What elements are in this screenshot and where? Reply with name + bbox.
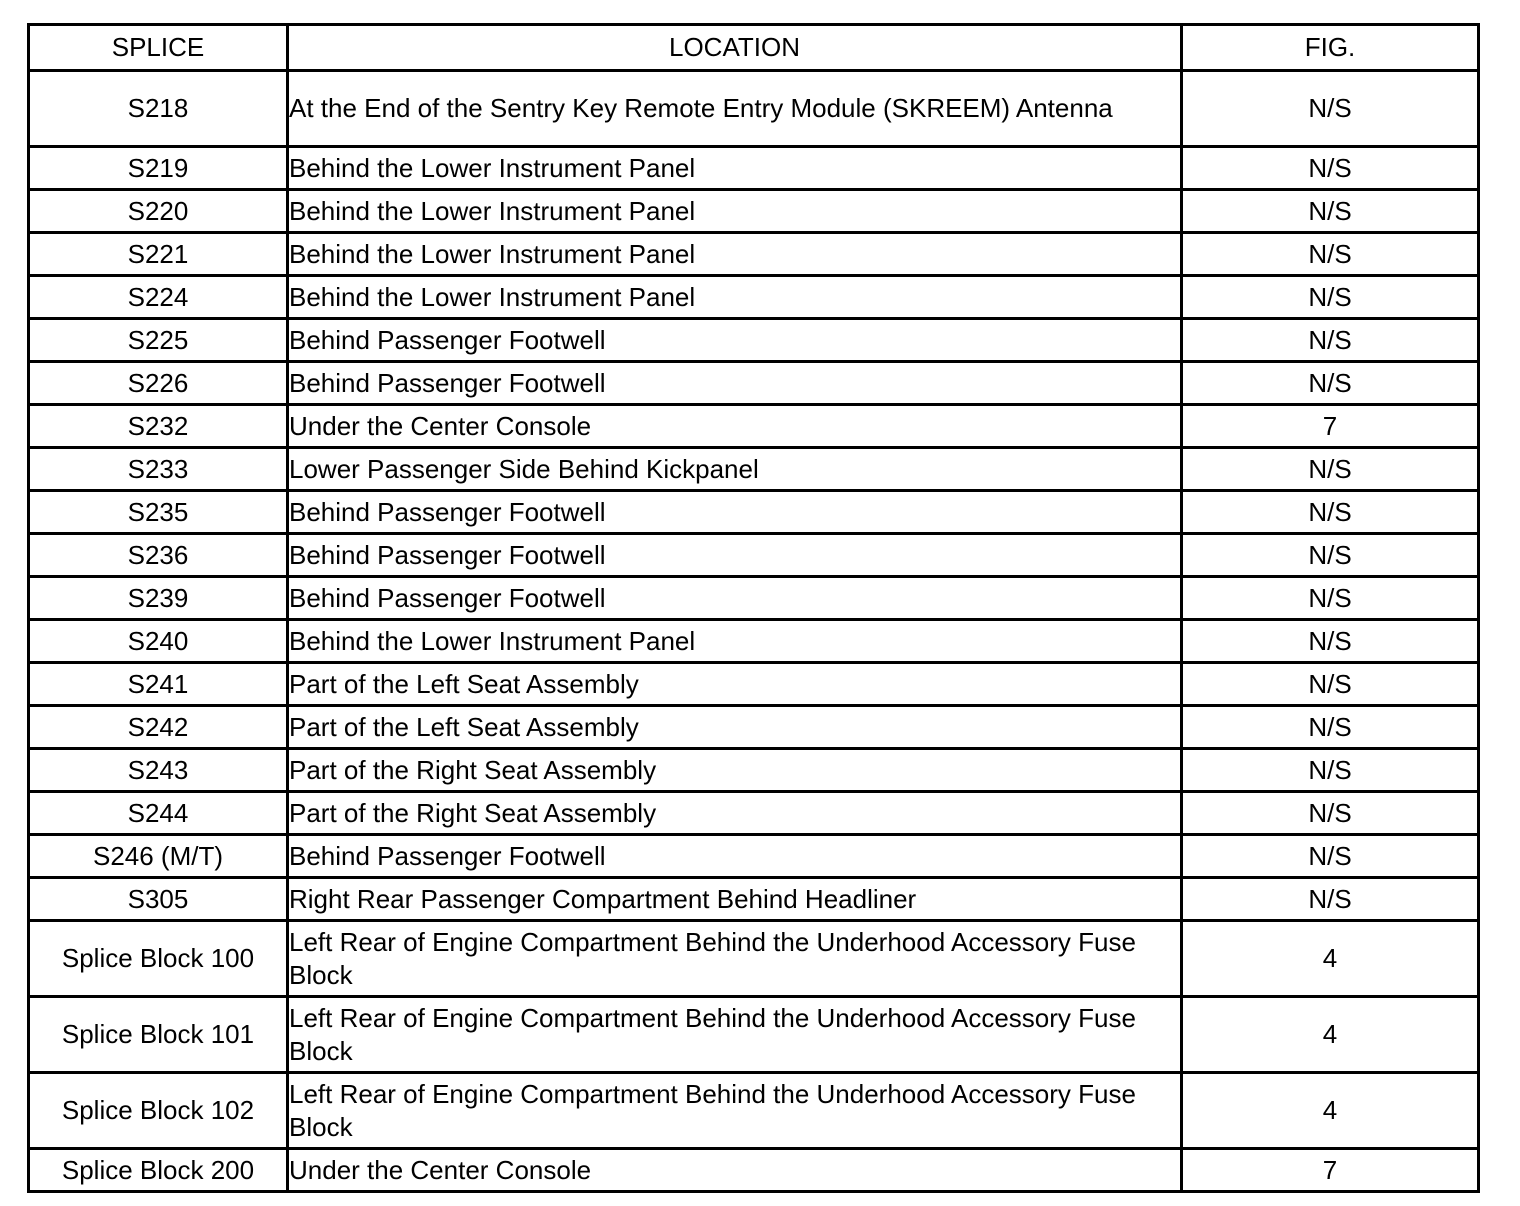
splice-cell: Splice Block 100 [29,921,288,997]
table-row [29,997,1479,1073]
location-cell: Part of the Right Seat Assembly [288,792,1182,835]
location-cell: Part of the Left Seat Assembly [288,706,1182,749]
splice-cell: S239 [29,577,288,620]
fig-cell: N/S [1182,190,1479,233]
splice-cell: S235 [29,491,288,534]
table-row [29,190,1479,233]
splice-cell: S218 [29,71,288,147]
header-location: LOCATION [288,25,1182,71]
location-cell: Right Rear Passenger Compartment Behind Headliner [288,878,1182,921]
fig-cell: N/S [1182,620,1479,663]
location-cell: Behind Passenger Footwell [288,534,1182,577]
splice-cell: Splice Block 102 [29,1073,288,1149]
fig-cell: 7 [1182,405,1479,448]
table-row [29,534,1479,577]
table-row [29,448,1479,491]
fig-cell: N/S [1182,448,1479,491]
table-row [29,878,1479,921]
table-row [29,491,1479,534]
fig-cell: N/S [1182,319,1479,362]
table-row [29,405,1479,448]
fig-cell: 4 [1182,997,1479,1073]
table-row [29,835,1479,878]
table-row [29,1073,1479,1149]
location-cell: Behind the Lower Instrument Panel [288,233,1182,276]
fig-cell: 7 [1182,1149,1479,1192]
fig-cell: N/S [1182,706,1479,749]
fig-cell: N/S [1182,147,1479,190]
location-cell: Behind Passenger Footwell [288,362,1182,405]
location-cell: Part of the Left Seat Assembly [288,663,1182,706]
splice-cell: Splice Block 101 [29,997,288,1073]
fig-cell: N/S [1182,534,1479,577]
splice-cell: S241 [29,663,288,706]
location-cell: Behind Passenger Footwell [288,577,1182,620]
header-row [29,25,1479,71]
fig-cell: 4 [1182,921,1479,997]
location-cell: Behind Passenger Footwell [288,491,1182,534]
fig-cell: N/S [1182,749,1479,792]
splice-cell: S233 [29,448,288,491]
table-row [29,792,1479,835]
location-cell: Behind Passenger Footwell [288,835,1182,878]
table-row [29,233,1479,276]
splice-cell: S226 [29,362,288,405]
table-row [29,276,1479,319]
fig-cell: N/S [1182,491,1479,534]
splice-cell: S219 [29,147,288,190]
table-body [29,71,1479,1192]
splice-cell: S243 [29,749,288,792]
splice-cell: S240 [29,620,288,663]
table-row [29,663,1479,706]
fig-cell: N/S [1182,577,1479,620]
table-row [29,1149,1479,1192]
table-row [29,147,1479,190]
table-row [29,577,1479,620]
location-cell: Left Rear of Engine Compartment Behind the Underhood Accessory Fuse Block [288,1073,1182,1149]
splice-cell: S221 [29,233,288,276]
fig-cell: N/S [1182,362,1479,405]
table-row [29,749,1479,792]
location-cell: Behind Passenger Footwell [288,319,1182,362]
location-cell: Behind the Lower Instrument Panel [288,190,1182,233]
splice-cell: Splice Block 200 [29,1149,288,1192]
splice-cell: S224 [29,276,288,319]
fig-cell: N/S [1182,71,1479,147]
table-header [29,25,1479,71]
location-cell: Left Rear of Engine Compartment Behind the Underhood Accessory Fuse Block [288,921,1182,997]
table-row [29,620,1479,663]
location-cell: Behind the Lower Instrument Panel [288,276,1182,319]
fig-cell: N/S [1182,233,1479,276]
location-cell: Part of the Right Seat Assembly [288,749,1182,792]
location-cell: Lower Passenger Side Behind Kickpanel [288,448,1182,491]
location-cell: Under the Center Console [288,1149,1182,1192]
fig-cell: N/S [1182,792,1479,835]
fig-cell: N/S [1182,835,1479,878]
splice-cell: S244 [29,792,288,835]
location-cell: Left Rear of Engine Compartment Behind the Underhood Accessory Fuse Block [288,997,1182,1073]
location-cell: Behind the Lower Instrument Panel [288,620,1182,663]
location-cell: Under the Center Console [288,405,1182,448]
splice-cell: S232 [29,405,288,448]
location-cell: At the End of the Sentry Key Remote Entry Module (SKREEM) Antenna [288,71,1182,147]
table-row [29,71,1479,147]
table-row [29,319,1479,362]
header-fig: FIG. [1182,25,1479,71]
fig-cell: 4 [1182,1073,1479,1149]
splice-cell: S236 [29,534,288,577]
splice-cell: S242 [29,706,288,749]
table-row [29,362,1479,405]
header-splice: SPLICE [29,25,288,71]
table-row [29,921,1479,997]
fig-cell: N/S [1182,878,1479,921]
splice-cell: S220 [29,190,288,233]
splice-location-table [27,23,1480,1193]
fig-cell: N/S [1182,276,1479,319]
location-cell: Behind the Lower Instrument Panel [288,147,1182,190]
table-row [29,706,1479,749]
splice-cell: S246 (M/T) [29,835,288,878]
fig-cell: N/S [1182,663,1479,706]
splice-cell: S225 [29,319,288,362]
splice-cell: S305 [29,878,288,921]
